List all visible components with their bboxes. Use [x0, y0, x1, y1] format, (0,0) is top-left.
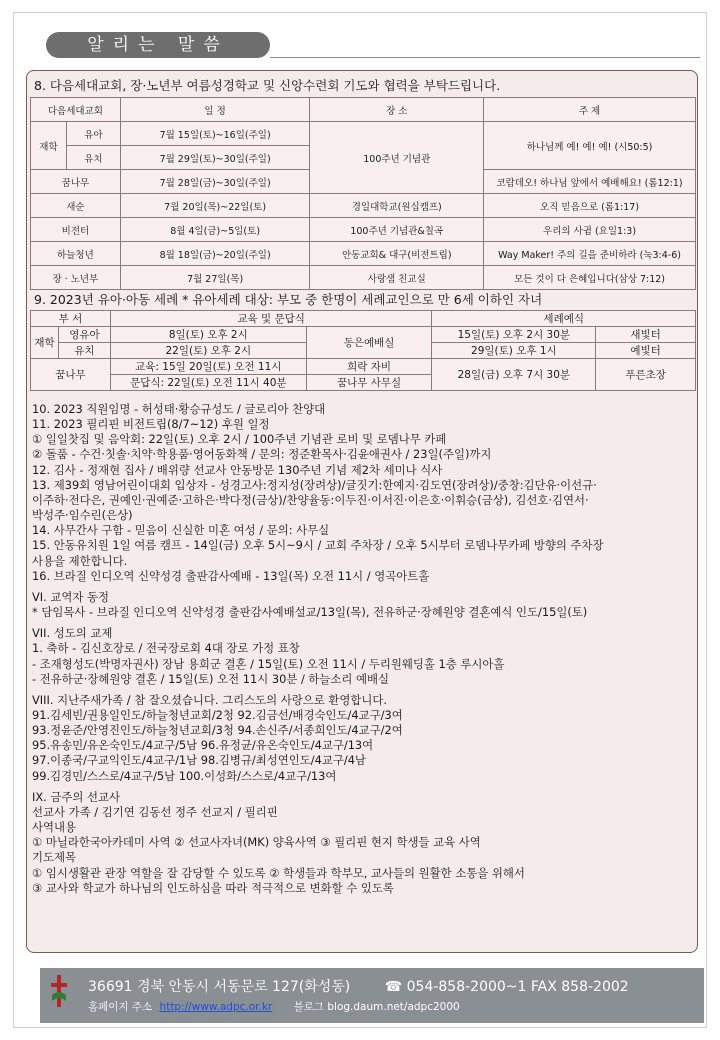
table-row [31, 327, 696, 343]
place-cell: 사랑샘 친교실 [310, 266, 484, 290]
announcement-line: 10. 2023 직원임명 - 허성태·황승규성도 / 글로리아 찬양대 [32, 402, 326, 416]
announcement-line: ① 임시생활관 관장 역할을 잘 감당할 수 있도록 ② 학생들과 학부모, 교사들의 원활한 소통을 위해서 [32, 865, 525, 880]
rite-place-cell: 새빛터 [596, 327, 696, 343]
church-cross-logo-icon [50, 975, 68, 1007]
announcement-line: 사역내용 [32, 820, 77, 835]
announcement-line: 97.이종국/구교익인도/4교구/1남 98.김병규/최성연인도/4교구/4남 [32, 753, 366, 768]
table-row [31, 218, 696, 242]
announcement-line: 95.유송민/유온숙인도/4교구/5남 96.유정균/유온숙인도/4교구/13여 [32, 738, 374, 753]
dept-cell: 새순 [31, 194, 121, 218]
announcement-line: 14. 사무간사 구함 - 믿음이 신실한 미혼 여성 / 문의: 사무실 [32, 523, 330, 538]
edu-place-cell: 희락 자비 [306, 359, 432, 375]
baptism-table [30, 310, 696, 391]
col-header: 일 정 [120, 98, 310, 122]
footer-web [88, 999, 460, 1014]
edu-place-cell: 동은예배실 [306, 327, 432, 359]
announcement-line: ① 일일찻집 및 음악회: 22일(토) 오후 2시 / 100주년 기념관 로비 및 로뎀나무 카페 [32, 432, 447, 447]
announcement-line: VII. 성도의 교제 [32, 626, 113, 641]
place-cell: 100주년 기념관 [310, 122, 484, 194]
col-header: 장 소 [310, 98, 484, 122]
dept-cell: 유치 [58, 343, 110, 359]
announcement-line: 99.김경민/스스로/4교구/5남 100.이성화/스스로/4교구/13여 [32, 768, 337, 783]
theme-cell: 모든 것이 다 은혜입니다(삼상 7:12) [484, 266, 696, 290]
summer-program-table [30, 97, 696, 290]
page-title: 알리는 말씀 [46, 32, 270, 58]
col-header: 부 서 [31, 311, 111, 327]
edu-cell: 문답식: 22일(토) 오전 11시 40분 [110, 375, 306, 391]
announcement-line: ③ 교사와 학교가 하나님의 인도하심을 따라 적극적으로 변화할 수 있도록 [32, 880, 394, 895]
date-cell: 7월 28일(금)~30일(주일) [120, 170, 310, 194]
table-header-row [31, 98, 696, 122]
edu-place-cell: 꿈나무 사무실 [306, 375, 432, 391]
col-header: 다음세대교회 [31, 98, 121, 122]
announcement-line: 사용을 제한합니다. [32, 553, 128, 568]
dept-cell: 하늘청년 [31, 242, 121, 266]
section-9-heading: 9. 2023년 유아·아동 세례 * 유아세례 대상: 부모 중 한명이 세례교인으로 만 6세 이하인 자녀 [34, 292, 543, 307]
announcement-line: - 전유하군·장혜원양 결혼 / 15일(토) 오전 11시 30분 / 하늘소리 예배실 [32, 671, 390, 686]
dept-cell: 꿈나무 [31, 170, 121, 194]
footer-contact [88, 976, 629, 996]
col-header: 교육 및 문답식 [110, 311, 432, 327]
table-row [31, 122, 696, 146]
edu-cell: 22일(토) 오후 2시 [110, 343, 306, 359]
announcement-line: 15. 안동유치원 1일 여름 캠프 - 14일(금) 오후 5시~9시 / 교회 주차장 / 오후 5시부터 로뎀나무카페 방향의 주차장 [32, 538, 604, 553]
row-group-label: 재학 [31, 327, 59, 359]
announcement-line: 1. 축하 - 김신호장로 / 전국장로회 4대 장로 가정 표창 [32, 641, 300, 656]
date-cell: 8월 4일(금)~5일(토) [120, 218, 310, 242]
homepage-link[interactable]: http://www.adpc.or.kr [159, 1001, 273, 1013]
date-cell: 7월 27일(목) [120, 266, 310, 290]
table-row [31, 359, 696, 375]
theme-cell: 오직 믿음으로 (롬1:17) [484, 194, 696, 218]
announcement-line: 기도제목 [32, 850, 77, 865]
theme-cell: 하나님께 예! 예! 예! (시50:5) [484, 122, 696, 170]
rite-cell: 28일(금) 오후 7시 30분 [432, 359, 596, 391]
title-underline [270, 57, 700, 58]
announcement-line: 16. 브라질 인디오역 신약성경 출판감사예배 - 13일(목) 오전 11시 / 영곡아트홀 [32, 568, 430, 583]
section-8-heading: 8. 다음세대교회, 장·노년부 여름성경학교 및 신앙수련회 기도와 협력을 부탁드립니다. [34, 78, 501, 93]
announcement-line: VIII. 지난주새가족 / 참 잘오셨습니다. 그리스도의 사랑으로 환영합니다. [32, 692, 388, 707]
edu-cell: 8일(토) 오후 2시 [110, 327, 306, 343]
date-cell: 8월 18일(금)~20일(주일) [120, 242, 310, 266]
announcement-line: 11. 2023 필리핀 비전트립(8/7~12) 후원 일정 [32, 417, 270, 432]
dept-cell: 유아 [66, 122, 120, 146]
blog-address: 블로그 blog.daum.net/adpc2000 [293, 1001, 460, 1013]
rite-place-cell: 푸른초장 [596, 359, 696, 391]
col-header: 세례예식 [432, 311, 696, 327]
footer-address: 36691 경북 안동시 서동문로 127(화성동) [88, 979, 351, 995]
table-row [31, 266, 696, 290]
homepage-label: 홈페이지 주소 [88, 1001, 153, 1013]
date-cell: 7월 20일(목)~22일(토) [120, 194, 310, 218]
announcement-line: IX. 금주의 선교사 [32, 789, 121, 804]
announcement-line: 이주하·전다은, 권예인·권예준·고하은·박다정(금상)/찬양율동:이두진·이서진·이은호·이휘승(금상), 김선호·김연서· [32, 492, 589, 507]
table-row [31, 194, 696, 218]
announcement-line: ① 마닐라한국아카데미 사역 ② 선교사자녀(MK) 양육사역 ③ 필리핀 현지 학생들 교육 사역 [32, 835, 481, 850]
table-row [31, 242, 696, 266]
rite-cell: 29일(토) 오후 1시 [432, 343, 596, 359]
rite-place-cell: 예빛터 [596, 343, 696, 359]
dept-cell: 유치 [66, 146, 120, 170]
rite-cell: 15일(토) 오후 2시 30분 [432, 327, 596, 343]
announcement-line: 91.김세빈/권용일인도/하늘청년교회/2청 92.김금선/배경숙인도/4교구/3여 [32, 707, 403, 722]
row-group-label: 재학 [31, 122, 67, 170]
date-cell: 7월 15일(토)~16일(주일) [120, 122, 310, 146]
theme-cell: 코람데오! 하나님 앞에서 예배해요! (롬12:1) [484, 170, 696, 194]
announcement-line: 박성주·임수린(은상) [32, 508, 133, 523]
announcement-line: * 담임목사 - 브라질 인디오역 신약성경 출판감사예배설교/13일(목), 전유하군·장혜원양 결혼예식 인도/15일(토) [32, 605, 588, 620]
announcement-line: 93.정윤준/안영진인도/하늘청년교회/3청 94.손신주/서종희인도/4교구/2여 [32, 723, 403, 738]
footer-phone: ☎ 054-858-2000~1 FAX 858-2002 [384, 979, 629, 995]
announcement-line: ② 돌품 - 수건·칫솔·치약·학용품·영어동화책 / 문의: 정준환목사·김윤애권사 / 23일(주일)까지 [32, 447, 492, 462]
announcement-line: 13. 제39회 영남어린이대회 입상자 - 성경고사:정지성(장려상)/글짓기:한예지·김도연(장려상)/중창:김단유·이선규· [32, 477, 597, 492]
edu-cell: 교육: 15일 20일(토) 오전 11시 [110, 359, 306, 375]
place-cell: 안동교회& 대구(비전트립) [310, 242, 484, 266]
date-cell: 7월 29일(토)~30일(주일) [120, 146, 310, 170]
place-cell: 경일대학교(원십캠프) [310, 194, 484, 218]
dept-cell: 장 · 노년부 [31, 266, 121, 290]
announcement-list [32, 402, 696, 896]
theme-cell: Way Maker! 주의 길을 준비하라 (눅3:4-6) [484, 242, 696, 266]
table-header-row [31, 311, 696, 327]
announcement-line: 12. 김사 - 정재현 집사 / 배위량 선교사 안동방문 130주년 기념 제2차 세미나 식사 [32, 462, 443, 477]
announcement-line: 선교사 가족 / 김기연 김동선 정주 선교지 / 필리핀 [32, 804, 278, 819]
place-cell: 100주년 기념관&칠곡 [310, 218, 484, 242]
dept-cell: 꿈나무 [31, 359, 111, 391]
dept-cell: 영유아 [58, 327, 110, 343]
announcement-line: VI. 교역자 동정 [32, 589, 110, 604]
dept-cell: 비전터 [31, 218, 121, 242]
theme-cell: 우리의 사귐 (요일1:3) [484, 218, 696, 242]
col-header: 주 제 [484, 98, 696, 122]
announcement-line: - 조재형성도(박명자권사) 장남 용희군 결혼 / 15일(토) 오전 11시 / 두리원웨딩홀 1층 루시아홀 [32, 656, 505, 671]
